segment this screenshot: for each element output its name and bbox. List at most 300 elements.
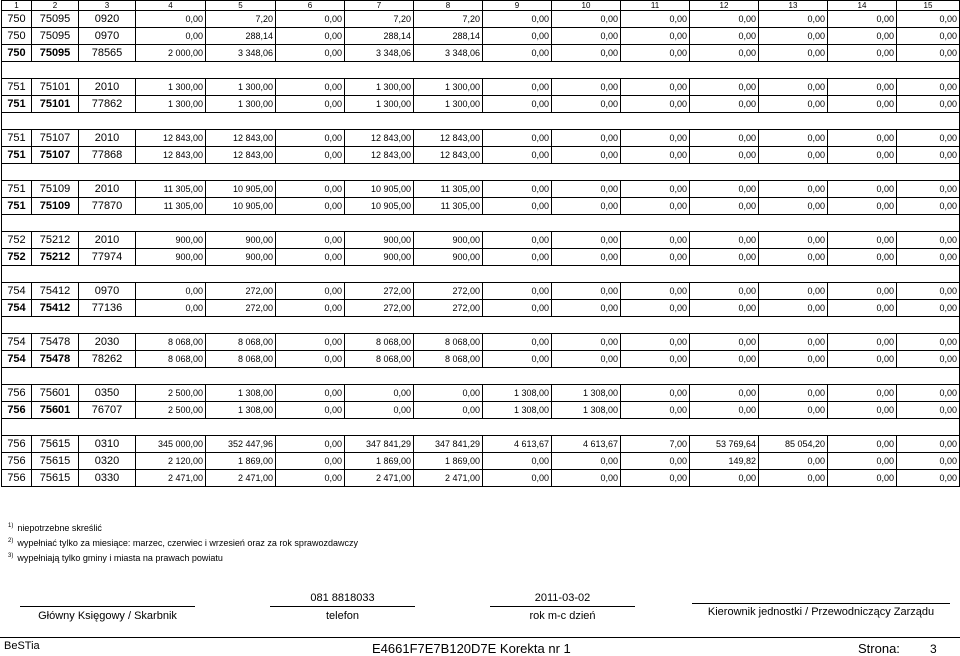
table-cell: 12 843,00 <box>345 147 414 164</box>
table-cell: 0,00 <box>276 402 345 419</box>
table-cell: 0,00 <box>552 147 621 164</box>
table-cell: 345 000,00 <box>136 436 206 453</box>
table-cell: 272,00 <box>414 283 483 300</box>
table-cell: 0,00 <box>690 147 759 164</box>
table-cell: 1 308,00 <box>206 402 276 419</box>
table-cell: 0,00 <box>828 249 897 266</box>
table-cell: 0,00 <box>828 470 897 487</box>
table-cell: 0,00 <box>621 453 690 470</box>
table-row <box>2 79 960 96</box>
table-cell: 0,00 <box>828 334 897 351</box>
table-cell: 0,00 <box>828 402 897 419</box>
table-cell: 0,00 <box>552 130 621 147</box>
table-cell: 0,00 <box>690 470 759 487</box>
table-cell: 10 905,00 <box>345 198 414 215</box>
table-cell: 2010 <box>79 232 136 249</box>
table-cell: 0,00 <box>276 351 345 368</box>
column-number: 5 <box>206 1 276 11</box>
table-cell: 0,00 <box>759 385 828 402</box>
table-cell: 0,00 <box>552 79 621 96</box>
table-cell: 75095 <box>32 28 79 45</box>
table-cell: 0,00 <box>897 198 960 215</box>
table-cell: 75615 <box>32 470 79 487</box>
table-cell: 0,00 <box>690 283 759 300</box>
table-cell: 900,00 <box>136 249 206 266</box>
accountant-signature-line <box>20 606 195 607</box>
table-cell: 1 300,00 <box>206 96 276 113</box>
page-number: 3 <box>930 642 937 656</box>
table-cell: 75615 <box>32 453 79 470</box>
table-cell: 0,00 <box>276 181 345 198</box>
table-cell: 0,00 <box>345 385 414 402</box>
table-row <box>2 147 960 164</box>
table-cell: 0,00 <box>483 96 552 113</box>
table-cell: 1 308,00 <box>483 402 552 419</box>
table-cell: 0,00 <box>483 198 552 215</box>
table-cell: 2 500,00 <box>136 385 206 402</box>
table-cell: 0330 <box>79 470 136 487</box>
table-cell: 0,00 <box>897 300 960 317</box>
table-cell: 288,14 <box>345 28 414 45</box>
table-row <box>2 28 960 45</box>
date-value: 2011-03-02 <box>534 592 591 604</box>
table-cell: 0,00 <box>690 334 759 351</box>
table-cell: 1 300,00 <box>345 79 414 96</box>
column-number: 15 <box>897 1 960 11</box>
table-cell: 0,00 <box>897 453 960 470</box>
table-cell: 0,00 <box>897 45 960 62</box>
table-cell: 4 613,67 <box>483 436 552 453</box>
table-row <box>2 436 960 453</box>
table-cell: 0,00 <box>276 334 345 351</box>
separator-cell <box>2 62 960 79</box>
table-cell: 3 348,06 <box>414 45 483 62</box>
table-cell: 2010 <box>79 79 136 96</box>
table-cell: 85 054,20 <box>759 436 828 453</box>
table-cell: 751 <box>2 96 32 113</box>
footnotes <box>8 520 358 565</box>
table-cell: 0,00 <box>897 181 960 198</box>
group-separator <box>2 317 960 334</box>
table-cell: 352 447,96 <box>206 436 276 453</box>
head-label: Kierownik jednostki / Przewodniczący Zarządu <box>707 606 935 618</box>
table-cell: 347 841,29 <box>345 436 414 453</box>
table-row <box>2 351 960 368</box>
table-cell: 0,00 <box>276 79 345 96</box>
table-cell: 0,00 <box>483 11 552 28</box>
table-cell: 12 843,00 <box>414 147 483 164</box>
table-cell: 0,00 <box>897 385 960 402</box>
table-cell: 0,00 <box>897 351 960 368</box>
table-cell: 10 905,00 <box>206 181 276 198</box>
table-cell: 0,00 <box>483 28 552 45</box>
table-cell: 288,14 <box>414 28 483 45</box>
table-cell: 0,00 <box>690 96 759 113</box>
table-cell: 0,00 <box>621 198 690 215</box>
table-cell: 0,00 <box>136 283 206 300</box>
table-cell: 0,00 <box>483 130 552 147</box>
phone-value: 081 8818033 <box>310 592 375 604</box>
table-cell: 0,00 <box>897 11 960 28</box>
table-cell: 0,00 <box>759 130 828 147</box>
table-cell: 75107 <box>32 130 79 147</box>
table-cell: 77870 <box>79 198 136 215</box>
separator-cell <box>2 368 960 385</box>
group-separator <box>2 215 960 232</box>
table-row <box>2 385 960 402</box>
table-cell: 75109 <box>32 198 79 215</box>
column-number: 12 <box>690 1 759 11</box>
table-cell: 0,00 <box>552 300 621 317</box>
table-cell: 0,00 <box>759 96 828 113</box>
table-cell: 0,00 <box>483 249 552 266</box>
table-cell: 3 348,06 <box>345 45 414 62</box>
table-cell: 900,00 <box>414 249 483 266</box>
table-cell: 4 613,67 <box>552 436 621 453</box>
table-cell: 754 <box>2 334 32 351</box>
table-cell: 0,00 <box>621 79 690 96</box>
column-number: 14 <box>828 1 897 11</box>
table-cell: 0,00 <box>552 453 621 470</box>
table-cell: 1 308,00 <box>483 385 552 402</box>
table-cell: 2030 <box>79 334 136 351</box>
table-cell: 0,00 <box>276 45 345 62</box>
table-cell: 0,00 <box>276 249 345 266</box>
table-cell: 0970 <box>79 283 136 300</box>
table-cell: 0,00 <box>828 198 897 215</box>
system-name: BeSTia <box>4 640 40 652</box>
table-cell: 0,00 <box>552 11 621 28</box>
table-cell: 0,00 <box>276 147 345 164</box>
table-cell: 0,00 <box>897 130 960 147</box>
table-cell: 272,00 <box>345 300 414 317</box>
table-cell: 0,00 <box>552 181 621 198</box>
table-cell: 0,00 <box>759 11 828 28</box>
table-cell: 0,00 <box>276 385 345 402</box>
table-cell: 0,00 <box>828 147 897 164</box>
table-cell: 0,00 <box>690 300 759 317</box>
table-row <box>2 181 960 198</box>
separator-cell <box>2 215 960 232</box>
table-cell: 149,82 <box>690 453 759 470</box>
table-cell: 0,00 <box>621 402 690 419</box>
column-number: 6 <box>276 1 345 11</box>
table-cell: 0,00 <box>276 453 345 470</box>
group-separator <box>2 113 960 130</box>
table-cell: 0,00 <box>759 198 828 215</box>
table-cell: 75101 <box>32 79 79 96</box>
table-cell: 756 <box>2 436 32 453</box>
table-cell: 0,00 <box>136 300 206 317</box>
table-cell: 0,00 <box>690 28 759 45</box>
table-cell: 12 843,00 <box>136 130 206 147</box>
table-cell: 0,00 <box>759 334 828 351</box>
phone-label: telefon <box>325 610 360 622</box>
table-cell: 0,00 <box>759 147 828 164</box>
table-cell: 12 843,00 <box>414 130 483 147</box>
table-cell: 78262 <box>79 351 136 368</box>
table-cell: 0,00 <box>621 249 690 266</box>
table-cell: 8 068,00 <box>414 351 483 368</box>
table-cell: 1 308,00 <box>552 402 621 419</box>
table-cell: 75095 <box>32 45 79 62</box>
column-number: 3 <box>79 1 136 11</box>
table-cell: 77974 <box>79 249 136 266</box>
table-cell: 77868 <box>79 147 136 164</box>
table-cell: 12 843,00 <box>206 147 276 164</box>
table-cell: 751 <box>2 79 32 96</box>
table-cell: 11 305,00 <box>414 181 483 198</box>
table-cell: 0,00 <box>414 402 483 419</box>
table-cell: 75412 <box>32 300 79 317</box>
table-cell: 75107 <box>32 147 79 164</box>
table-cell: 0,00 <box>552 283 621 300</box>
table-cell: 0970 <box>79 28 136 45</box>
table-cell: 0,00 <box>552 28 621 45</box>
table-cell: 0,00 <box>759 249 828 266</box>
footnote-2: $^{2)}$ wypełniać tylko za miesiące: marzec, czerwiec i wrzesień oraz za rok sprawozdawczy <box>8 538 358 548</box>
table-cell: 1 308,00 <box>206 385 276 402</box>
table-cell: 1 300,00 <box>136 96 206 113</box>
table-cell: 288,14 <box>206 28 276 45</box>
table-row <box>2 96 960 113</box>
table-cell: 0,00 <box>690 11 759 28</box>
table-row <box>2 402 960 419</box>
table-cell: 750 <box>2 11 32 28</box>
table-cell: 0,00 <box>483 334 552 351</box>
table-cell: 75615 <box>32 436 79 453</box>
table-cell: 0,00 <box>828 28 897 45</box>
table-cell: 0,00 <box>276 470 345 487</box>
table-cell: 0,00 <box>828 351 897 368</box>
table-cell: 0,00 <box>621 28 690 45</box>
table-cell: 0,00 <box>621 283 690 300</box>
table-cell: 0,00 <box>621 147 690 164</box>
table-cell: 11 305,00 <box>414 198 483 215</box>
table-cell: 0,00 <box>690 232 759 249</box>
table-cell: 0,00 <box>759 283 828 300</box>
table-row <box>2 334 960 351</box>
table-cell: 0,00 <box>276 130 345 147</box>
table-cell: 900,00 <box>206 232 276 249</box>
table-cell: 2 471,00 <box>345 470 414 487</box>
table-cell: 2010 <box>79 130 136 147</box>
table-cell: 0,00 <box>552 334 621 351</box>
group-separator <box>2 266 960 283</box>
table-cell: 900,00 <box>345 249 414 266</box>
table-cell: 0,00 <box>828 181 897 198</box>
table-cell: 7,20 <box>414 11 483 28</box>
table-cell: 0,00 <box>828 300 897 317</box>
table-cell: 754 <box>2 283 32 300</box>
table-cell: 7,20 <box>206 11 276 28</box>
table-cell: 0,00 <box>897 96 960 113</box>
table-row <box>2 249 960 266</box>
group-separator <box>2 419 960 436</box>
table-cell: 1 300,00 <box>136 79 206 96</box>
table-cell: 900,00 <box>414 232 483 249</box>
table-cell: 0,00 <box>276 232 345 249</box>
table-cell: 0,00 <box>759 232 828 249</box>
separator-cell <box>2 419 960 436</box>
table-cell: 0,00 <box>136 11 206 28</box>
table-cell: 0,00 <box>759 45 828 62</box>
separator-cell <box>2 317 960 334</box>
table-cell: 2010 <box>79 181 136 198</box>
table-cell: 0,00 <box>621 232 690 249</box>
table-cell: 0,00 <box>690 198 759 215</box>
table-cell: 0,00 <box>345 402 414 419</box>
table-cell: 752 <box>2 249 32 266</box>
table-cell: 77862 <box>79 96 136 113</box>
table-cell: 751 <box>2 181 32 198</box>
table-cell: 2 500,00 <box>136 402 206 419</box>
head-signature-line <box>692 603 950 604</box>
table-cell: 76707 <box>79 402 136 419</box>
table-cell: 0,00 <box>621 385 690 402</box>
table-cell: 0,00 <box>828 96 897 113</box>
table-cell: 8 068,00 <box>136 351 206 368</box>
table-cell: 751 <box>2 130 32 147</box>
table-cell: 7,00 <box>621 436 690 453</box>
table-row <box>2 11 960 28</box>
table-cell: 75101 <box>32 96 79 113</box>
table-cell: 12 843,00 <box>206 130 276 147</box>
table-cell: 0,00 <box>897 334 960 351</box>
table-cell: 12 843,00 <box>345 130 414 147</box>
table-cell: 0,00 <box>828 11 897 28</box>
table-cell: 751 <box>2 147 32 164</box>
document-id: E4661F7E7B120D7E Korekta nr 1 <box>372 641 571 656</box>
table-cell: 756 <box>2 453 32 470</box>
table-cell: 0,00 <box>759 300 828 317</box>
table-cell: 0,00 <box>276 436 345 453</box>
table-cell: 0,00 <box>690 249 759 266</box>
table-row <box>2 198 960 215</box>
table-cell: 75212 <box>32 249 79 266</box>
table-cell: 900,00 <box>206 249 276 266</box>
table-cell: 347 841,29 <box>414 436 483 453</box>
table-cell: 752 <box>2 232 32 249</box>
table-cell: 0,00 <box>552 198 621 215</box>
table-cell: 0,00 <box>621 470 690 487</box>
table-cell: 0,00 <box>276 283 345 300</box>
table-row <box>2 232 960 249</box>
table-cell: 0,00 <box>759 470 828 487</box>
table-cell: 75478 <box>32 334 79 351</box>
column-number: 1 <box>2 1 32 11</box>
table-cell: 0,00 <box>483 470 552 487</box>
table-cell: 1 869,00 <box>345 453 414 470</box>
table-cell: 0,00 <box>690 351 759 368</box>
table-cell: 0,00 <box>828 436 897 453</box>
footer-divider <box>0 637 960 638</box>
table-cell: 0,00 <box>483 79 552 96</box>
table-cell: 750 <box>2 28 32 45</box>
table-cell: 754 <box>2 351 32 368</box>
table-cell: 1 869,00 <box>414 453 483 470</box>
separator-cell <box>2 266 960 283</box>
table-cell: 750 <box>2 45 32 62</box>
table-row <box>2 283 960 300</box>
table-cell: 0,00 <box>483 300 552 317</box>
table-cell: 1 300,00 <box>414 79 483 96</box>
table-cell: 75212 <box>32 232 79 249</box>
accountant-label: Główny Księgowy / Skarbnik <box>38 610 177 622</box>
table-cell: 1 300,00 <box>345 96 414 113</box>
table-cell: 0,00 <box>759 453 828 470</box>
table-cell: 0,00 <box>828 385 897 402</box>
table-cell: 0,00 <box>897 283 960 300</box>
table-cell: 0,00 <box>897 232 960 249</box>
table-cell: 0,00 <box>690 181 759 198</box>
column-number: 8 <box>414 1 483 11</box>
table-cell: 754 <box>2 300 32 317</box>
column-number: 13 <box>759 1 828 11</box>
table-cell: 0,00 <box>136 28 206 45</box>
table-cell: 0,00 <box>897 436 960 453</box>
table-cell: 0,00 <box>276 198 345 215</box>
table-cell: 0,00 <box>483 45 552 62</box>
table-cell: 0920 <box>79 11 136 28</box>
table-cell: 78565 <box>79 45 136 62</box>
table-cell: 8 068,00 <box>345 334 414 351</box>
table-cell: 0,00 <box>621 300 690 317</box>
table-cell: 0,00 <box>690 130 759 147</box>
table-cell: 0,00 <box>759 402 828 419</box>
table-cell: 0,00 <box>414 385 483 402</box>
table-cell: 0,00 <box>759 79 828 96</box>
table-cell: 1 869,00 <box>206 453 276 470</box>
table-cell: 756 <box>2 470 32 487</box>
table-cell: 11 305,00 <box>136 198 206 215</box>
separator-cell <box>2 164 960 181</box>
table-cell: 0,00 <box>552 232 621 249</box>
table-cell: 272,00 <box>414 300 483 317</box>
table-cell: 0,00 <box>552 351 621 368</box>
table-cell: 0320 <box>79 453 136 470</box>
date-line <box>490 606 635 607</box>
table-cell: 10 905,00 <box>206 198 276 215</box>
footnote-1: $^{1)}$ niepotrzebne skreślić <box>8 523 102 533</box>
table-cell: 0,00 <box>759 28 828 45</box>
table-cell: 900,00 <box>136 232 206 249</box>
column-number: 9 <box>483 1 552 11</box>
table-cell: 0,00 <box>276 11 345 28</box>
table-cell: 0,00 <box>276 28 345 45</box>
table-cell: 0,00 <box>552 470 621 487</box>
table-cell: 2 471,00 <box>136 470 206 487</box>
column-number: 4 <box>136 1 206 11</box>
separator-cell <box>2 113 960 130</box>
table-cell: 0,00 <box>552 96 621 113</box>
column-number: 2 <box>32 1 79 11</box>
table-cell: 0,00 <box>828 453 897 470</box>
table-row <box>2 470 960 487</box>
group-separator <box>2 164 960 181</box>
table-cell: 0,00 <box>621 96 690 113</box>
table-cell: 75601 <box>32 402 79 419</box>
table-cell: 0,00 <box>897 470 960 487</box>
table-cell: 2 471,00 <box>414 470 483 487</box>
table-cell: 0,00 <box>483 232 552 249</box>
table-row <box>2 45 960 62</box>
table-cell: 2 000,00 <box>136 45 206 62</box>
table-row <box>2 130 960 147</box>
table-cell: 0,00 <box>621 334 690 351</box>
table-cell: 12 843,00 <box>136 147 206 164</box>
table-cell: 0,00 <box>690 79 759 96</box>
